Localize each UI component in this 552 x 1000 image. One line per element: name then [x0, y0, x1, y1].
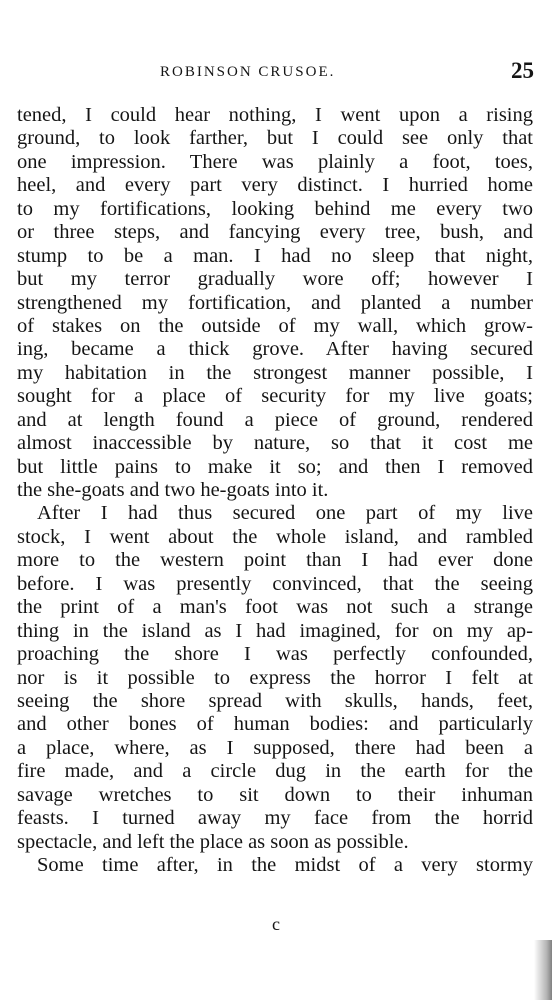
paragraph-start-line: After I had thus secured one part of my live	[37, 502, 533, 525]
text-line: more to the western point than I had ever done	[17, 549, 533, 572]
text-line: a place, where, as I supposed, there had been a	[17, 736, 533, 759]
running-title: ROBINSON CRUSOE.	[160, 64, 336, 80]
text-line: seeing the shore spread with skulls, hands, feet,	[17, 689, 533, 712]
text-line: and at length found a piece of ground, rendered	[17, 408, 533, 431]
text-line: my habitation in the strongest manner possible, I	[17, 361, 533, 384]
text-line: or three steps, and fancying every tree, bush, and	[17, 221, 533, 244]
paragraph-end-line: spectacle, and left the place as soon as possible.	[17, 830, 409, 853]
text-line: ground, to look farther, but I could see only that	[17, 127, 533, 150]
text-line: and other bones of human bodies: and particularly	[17, 713, 533, 736]
text-line: tened, I could hear nothing, I went upon a rising	[17, 104, 533, 126]
paragraph-end-line: the she-goats and two he-goats into it.	[17, 479, 329, 501]
page-number: 25	[511, 58, 534, 83]
text-line: almost inaccessible by nature, so that it cost me	[17, 432, 533, 455]
text-line: proaching the shore I was perfectly confounded,	[17, 643, 533, 666]
text-line: stock, I went about the whole island, and rambled	[17, 525, 533, 548]
text-line: savage wretches to sit down to their inhuman	[17, 783, 533, 806]
text-line: but my terror gradually wore off; however I	[17, 268, 533, 291]
page-edge-shadow	[534, 940, 552, 1000]
text-line: but little pains to make it so; and then I removed	[17, 455, 533, 478]
text-line: of stakes on the outside of my wall, which grow-	[17, 314, 533, 337]
text-line: feasts. I turned away my face from the horrid	[17, 807, 533, 830]
paragraph-start-line: Some time after, in the midst of a very stormy	[37, 854, 533, 876]
text-line: fire made, and a circle dug in the earth for the	[17, 760, 533, 783]
text-line: one impression. There was plainly a foot, toes,	[17, 150, 533, 173]
text-line: the print of a man's foot was not such a strange	[17, 596, 533, 619]
text-line: heel, and every part very distinct. I hurried home	[17, 174, 533, 197]
text-line: sought for a place of security for my live goats;	[17, 385, 533, 408]
text-line: nor is it possible to express the horror I felt at	[17, 666, 533, 689]
text-line: before. I was presently convinced, that the seeing	[17, 572, 533, 595]
text-line: stump to be a man. I had no sleep that night,	[17, 244, 533, 267]
text-line: thing in the island as I had imagined, for on my ap-	[17, 619, 533, 642]
text-line: strengthened my fortification, and planted a number	[17, 291, 533, 314]
text-line: to my fortifications, looking behind me every two	[17, 197, 533, 220]
signature-mark: c	[272, 914, 280, 934]
body-text	[17, 104, 533, 877]
running-head	[0, 60, 552, 84]
text-line: ing, became a thick grove. After having secured	[17, 338, 533, 361]
